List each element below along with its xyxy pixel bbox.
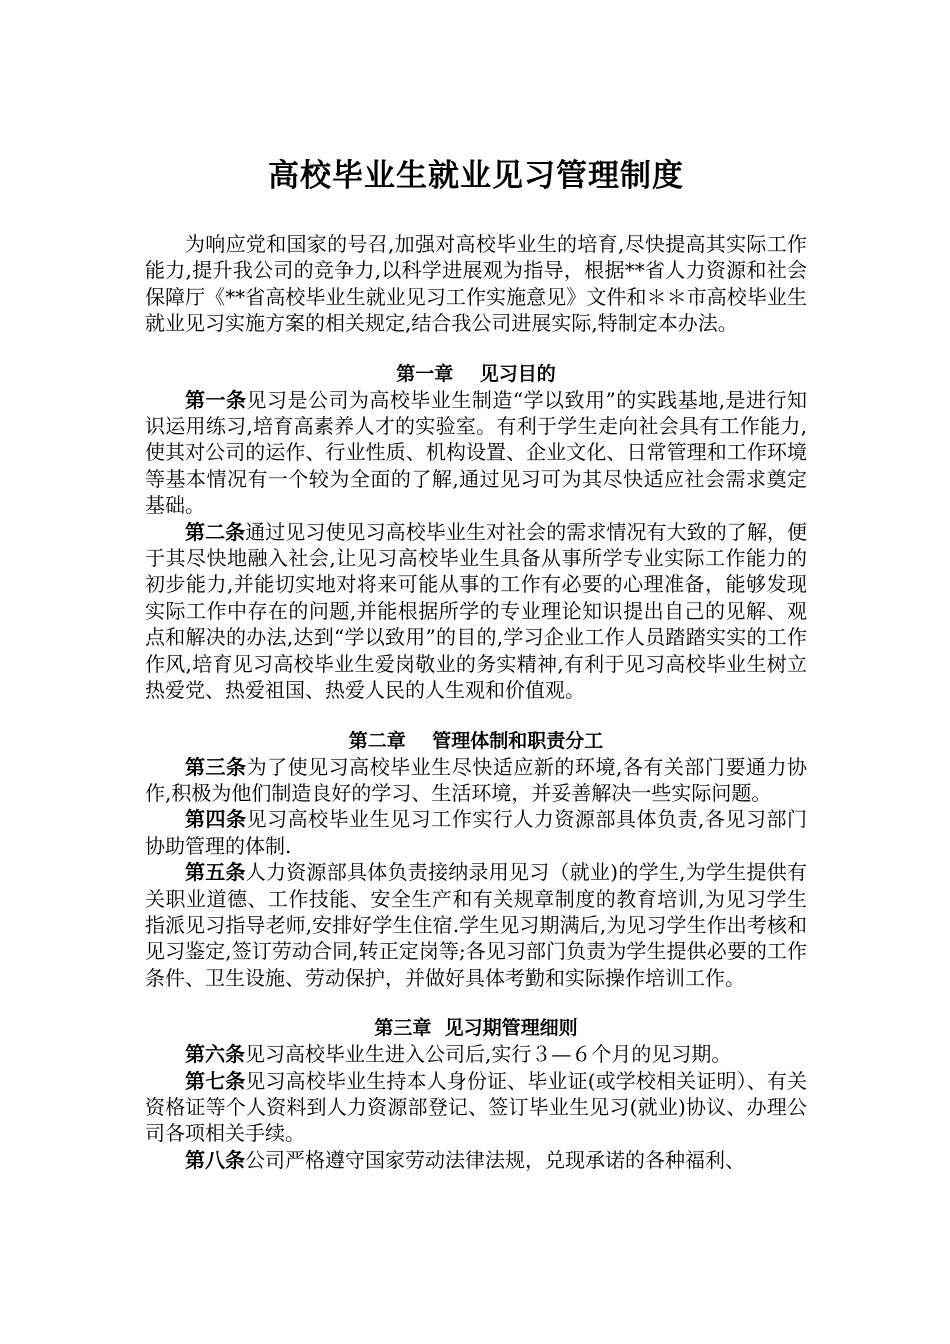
article-label: 第六条 [185, 1042, 245, 1067]
article-text: 见习是公司为高校毕业生制造“学以致用”的实践基地,是进行知识运用练习,培育高素养人才的实验室。有利于学生走向社会具有工作能力,使其对公司的运作、行业性质、机构设置、企业文化、日常管理和工作环境等基本情况有一个较为全面的了解,通过见习可为其尽快适应社会需求奠定基础。 [145, 387, 808, 518]
article-1 [145, 387, 807, 519]
section-spacer [145, 704, 807, 728]
article-6 [145, 1041, 807, 1067]
chapter-3 [145, 1015, 807, 1173]
article-text: 公司严格遵守国家劳动法律法规，兑现承诺的各种福利、 [245, 1147, 745, 1172]
document-title: 高校毕业生就业见习管理制度 [268, 158, 684, 194]
document-page [145, 150, 807, 1173]
article-label: 第四条 [185, 807, 247, 832]
article-text: 人力资源部具体负责接纳录用见习（就业)的学生,为学生提供有关职业道德、工作技能、安全生产和有关规章制度的教育培训,为见习学生指派见习指导老师,安排好学生住宿.学生见习期满后,为见习学生作出考核和见习鉴定,签订劳动合同,转正定岗等;各见习部门负责为学生提供必要的工作条件、卫生设施、劳动保护，并做好具体考勤和实际操作培训工作。 [145, 860, 807, 990]
article-text: 通过见习使见习高校毕业生对社会的需求情况有大致的了解，便于其尽快地融入社会,让见习高校毕业生具备从事所学专业实际工作能力的初步能力,并能切实地对将来可能从事的工作有必要的心理准备，能够发现实际工作中存在的问题,并能根据所学的专业理论知识提出自己的见解、观点和解决的办法,达到“学以致用”的目的,学习企业工作人员踏踏实实的工作作风,培育见习高校毕业生爱岗敬业的务实精神,有利于见习高校毕业生树立热爱党、热爱祖国、热爱人民的人生观和价值观。 [145, 519, 808, 703]
article-label: 第七条 [185, 1068, 246, 1093]
chapter-heading: 第一章 见习目的 [396, 362, 556, 385]
article-label: 第二条 [185, 519, 246, 544]
article-label: 第一条 [185, 387, 247, 412]
article-text: 见习高校毕业生持本人身份证、毕业证(或学校相关证明）、有关资格证等个人资料到人力资源部登记、签订毕业生见习(就业)协议、办理公司各项相关手续。 [145, 1068, 807, 1146]
chapter-heading: 第三章 见习期管理细则 [374, 1017, 578, 1040]
article-text: 见习高校毕业生见习工作实行人力资源部具体负责,各见习部门协助管理的体制. [145, 807, 808, 858]
article-4 [145, 806, 807, 859]
article-text: 见习高校毕业生进入公司后,实行３—６个月的见习期。 [245, 1042, 732, 1067]
article-5 [145, 859, 807, 991]
article-7 [145, 1068, 807, 1147]
chapter-1 [145, 361, 807, 704]
chapter-heading: 第二章 管理体制和职责分工 [348, 729, 604, 752]
article-text: 为了使见习高校毕业生尽快适应新的环境,各有关部门要通力协作,积极为他们制造良好的学习、生活环境，并妥善解决一些实际问题。 [145, 754, 808, 805]
intro-paragraph: 为响应党和国家的号召,加强对高校毕业生的培育,尽快提高其实际工作能力,提升我公司的竞争力,以科学进展观为指导，根据**省人力资源和社会保障厅《**省高校毕业生就业见习工作实施意见》文件和＊＊市高校毕业生就业见习实施方案的相关规定,结合我公司进展实际,特制定本办法。 [145, 232, 807, 336]
section-spacer [145, 991, 807, 1015]
article-2 [145, 519, 807, 704]
article-8 [145, 1147, 807, 1173]
chapter-2 [145, 728, 807, 992]
article-label: 第五条 [185, 860, 246, 885]
article-label: 第三条 [185, 754, 247, 779]
article-label: 第八条 [185, 1147, 245, 1172]
article-3 [145, 754, 807, 807]
